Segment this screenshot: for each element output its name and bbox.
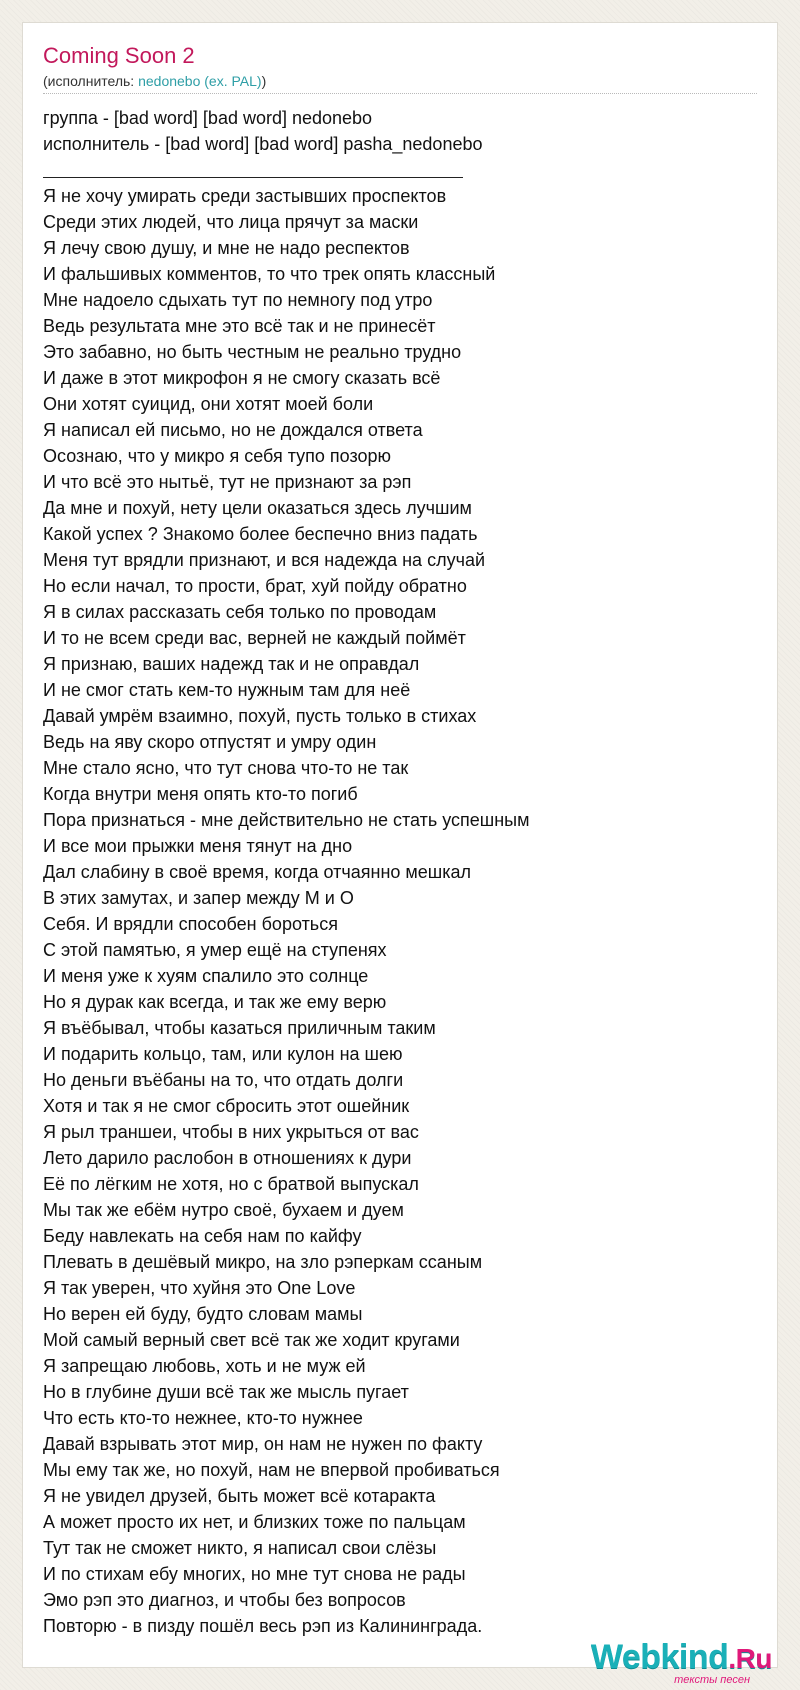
lyric-line: А может просто их нет, и близких тоже по пальцам [43,1512,466,1532]
artist-credit [43,73,266,89]
lyric-line: Эмо рэп это диагноз, и чтобы без вопросов [43,1590,406,1610]
lyric-line: Плевать в дешёвый микро, на зло рэперкам ссаным [43,1252,483,1272]
lyric-line: Но я дурак как всегда, и так же ему верю [43,992,387,1012]
lyric-line: И то не всем среди вас, верней не каждый поймёт [43,628,466,648]
artist-link[interactable]: nedonebo (ex. PAL) [138,73,262,89]
lyric-line: И подарить кольцо, там, или кулон на шею [43,1044,403,1064]
lyric-line: Беду навлекать на себя нам по кайфу [43,1226,362,1246]
song-info [43,105,483,157]
lyric-line: Давай взрывать этот мир, он нам не нужен по факту [43,1434,483,1454]
info-line-performer: исполнитель - [bad word] [bad word] pasha_nedonebo [43,134,483,154]
lyric-line: Я лечу свою душу, и мне не надо респектов [43,238,410,258]
lyric-line: Мне надоело сдыхать тут по немногу под утро [43,290,433,310]
lyric-line: Но в глубине души всё так же мысль пугает [43,1382,409,1402]
lyrics-text [43,183,529,1639]
lyric-line: Я рыл траншеи, чтобы в них укрыться от вас [43,1122,419,1142]
lyric-line: Какой успех ? Знакомо более беспечно вниз падать [43,524,478,544]
lyric-line: Но деньги въёбаны на то, что отдать долги [43,1070,404,1090]
lyric-line: И даже в этот микрофон я не смогу сказать всё [43,368,441,388]
lyric-line: В этих замутах, и запер между М и О [43,888,354,908]
lyric-line: Они хотят суицид, они хотят моей боли [43,394,374,414]
lyric-line: Но если начал, то прости, брат, хуй пойду обратно [43,576,467,596]
logo-tagline: тексты песен [674,1674,750,1686]
lyric-line: И по стихам ебу многих, но мне тут снова не рады [43,1564,466,1584]
lyric-line: Её по лёгким не хотя, но с братвой выпускал [43,1174,419,1194]
song-title: Coming Soon 2 [43,43,195,68]
lyric-line: Я написал ей письмо, но не дождался ответа [43,420,423,440]
lyric-line: Хотя и так я не смог сбросить этот ошейник [43,1096,410,1116]
info-line-group: группа - [bad word] [bad word] nedonebo [43,108,373,128]
lyric-line: Я запрещаю любовь, хоть и не муж ей [43,1356,366,1376]
lyric-line: Осознаю, что у микро я себя тупо позорю [43,446,392,466]
lyric-line: Пора признаться - мне действительно не стать успешным [43,810,530,830]
lyric-line: Ведь результата мне это всё так и не принесёт [43,316,436,336]
lyric-line: И не смог стать кем-то нужным там для неё [43,680,411,700]
lyric-line: Повторю - в пизду пошёл весь рэп из Калининграда. [43,1616,483,1636]
lyric-line: Ведь на яву скоро отпустят и умру один [43,732,377,752]
lyric-line: Мне стало ясно, что тут снова что-то не так [43,758,409,778]
lyric-line: Мой самый верный свет всё так же ходит кругами [43,1330,460,1350]
webkind-logo[interactable] [591,1640,772,1686]
lyric-line: Себя. И врядли способен бороться [43,914,338,934]
logo-name: Webkind [590,1638,729,1676]
credit-prefix: (исполнитель: [43,73,139,89]
credit-suffix: ) [261,73,267,89]
lyric-line: Но верен ей буду, будто словам мамы [43,1304,363,1324]
lyric-line: С этой памятью, я умер ещё на ступенях [43,940,387,960]
logo-tld: .Ru [728,1643,772,1674]
lyric-line: И все мои прыжки меня тянут на дно [43,836,353,856]
lyric-line: Это забавно, но быть честным не реально трудно [43,342,462,362]
lyric-line: Мы ему так же, но похуй, нам не впервой пробиваться [43,1460,500,1480]
lyric-line: Да мне и похуй, нету цели оказаться здесь лучшим [43,498,472,518]
lyric-line: Я в силах рассказать себя только по проводам [43,602,437,622]
lyric-line: Лето дарило раслобон в отношениях к дури [43,1148,412,1168]
lyrics-card [22,22,778,1668]
lyric-line: Мы так же ебём нутро своё, бухаем и дуем [43,1200,404,1220]
lyric-line: Я не увидел друзей, быть может всё котаракта [43,1486,436,1506]
lyric-line: Среди этих людей, что лица прячут за маски [43,212,419,232]
lyric-line: Что есть кто-то нежнее, кто-то нужнее [43,1408,363,1428]
lyric-line: Давай умрём взаимно, похуй, пусть только в стихах [43,706,477,726]
lyric-line: И меня уже к хуям спалило это солнце [43,966,369,986]
lyric-line: Я признаю, ваших надежд так и не оправдал [43,654,420,674]
lyric-line: Меня тут врядли признают, и вся надежда на случай [43,550,486,570]
lyric-line: Тут так не сможет никто, я написал свои слёзы [43,1538,437,1558]
lyric-line: Когда внутри меня опять кто-то погиб [43,784,358,804]
dotted-divider [43,93,757,94]
lyric-line: Дал слабину в своё время, когда отчаянно мешкал [43,862,472,882]
lyric-line: Я въёбывал, чтобы казаться приличным таким [43,1018,436,1038]
lyric-line: Я так уверен, что хуйня это One Love [43,1278,356,1298]
lyric-line: И что всё это нытьё, тут не признают за рэп [43,472,412,492]
underline-divider [43,177,463,178]
lyric-line: И фальшивых комментов, то что трек опять классный [43,264,496,284]
lyric-line: Я не хочу умирать среди застывших проспектов [43,186,447,206]
